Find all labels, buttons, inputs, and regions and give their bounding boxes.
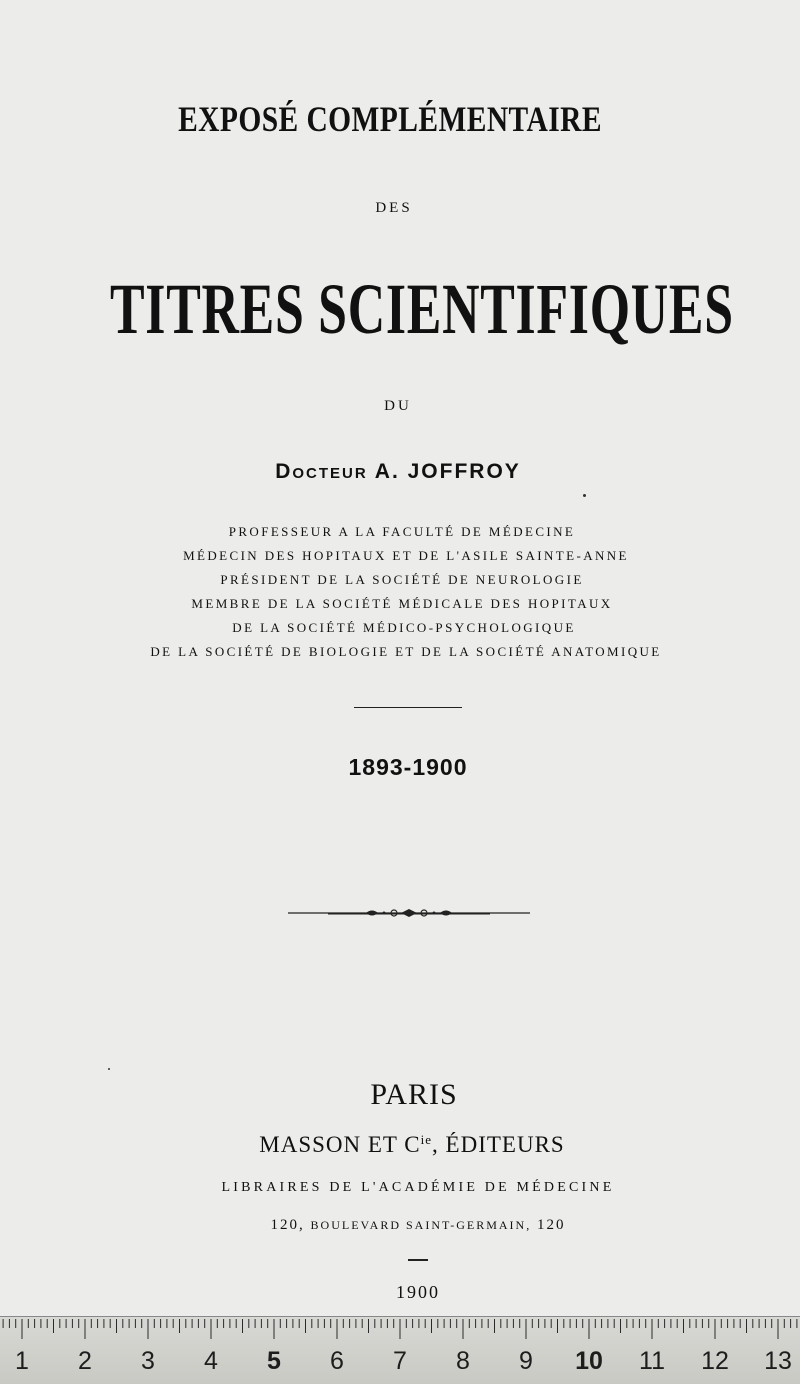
imprint-city: PARIS [370, 1078, 458, 1111]
ruler-number: 3 [141, 1347, 155, 1375]
heading-expose: EXPOSÉ COMPLÉMENTAIRE [178, 99, 602, 139]
ruler-number: 2 [78, 1347, 92, 1375]
ruler-number: 10 [575, 1347, 603, 1375]
ruler-number: 1 [15, 1347, 29, 1375]
main-title: TITRES SCIENTIFIQUES [110, 269, 734, 349]
author-line [0, 460, 798, 484]
ruler-number: 8 [456, 1347, 470, 1375]
ruler-number: 13 [764, 1347, 792, 1375]
author-prefix-initial: D [275, 460, 293, 483]
ruler-number: 7 [393, 1347, 407, 1375]
divider-rule [354, 707, 462, 708]
author-prefix-rest: OCTEUR [292, 465, 368, 482]
publisher-name: MASSON ET C [259, 1132, 421, 1157]
address-street: BOULEVARD SAINT-GERMAIN, [310, 1218, 532, 1232]
ruler-number: 6 [330, 1347, 344, 1375]
credential-line: DE LA SOCIÉTÉ MÉDICO-PSYCHOLOGIQUE [232, 620, 576, 635]
measuring-ruler [0, 1316, 800, 1384]
credential-line: PRÉSIDENT DE LA SOCIÉTÉ DE NEUROLOGIE [220, 572, 584, 587]
imprint-address [18, 1217, 800, 1234]
publisher-role: , ÉDITEURS [432, 1132, 565, 1157]
credential-line: MEMBRE DE LA SOCIÉTÉ MÉDICALE DES HOPITAUX [191, 596, 613, 611]
ruler-number: 9 [519, 1347, 533, 1375]
credential-line: PROFESSEUR A LA FACULTÉ DE MÉDECINE [228, 524, 576, 539]
word-des: DES [375, 200, 413, 216]
imprint-publisher [12, 1132, 800, 1158]
credential-line: DE LA SOCIÉTÉ DE BIOLOGIE ET DE LA SOCIÉTÉ ANATOMIQUE [150, 644, 662, 659]
ruler-number: 4 [204, 1347, 218, 1375]
imprint-year: 1900 [396, 1282, 440, 1302]
ink-speck [108, 1068, 110, 1070]
word-du: DU [384, 398, 412, 414]
ornament-divider [288, 904, 530, 922]
address-number: 120 [531, 1217, 566, 1233]
ruler-number: 5 [267, 1347, 281, 1375]
ruler-number: 11 [639, 1347, 665, 1375]
address-number: 120, [270, 1217, 311, 1233]
ruler-number: 12 [701, 1347, 729, 1375]
short-dash [408, 1259, 428, 1261]
ink-speck [583, 494, 586, 497]
publisher-superscript: ie [420, 1132, 433, 1147]
years-range: 1893-1900 [348, 754, 468, 780]
imprint-libraires: LIBRAIRES DE L'ACADÉMIE DE MÉDECINE [221, 1180, 615, 1195]
credential-line: MÉDECIN DES HOPITAUX ET DE L'ASILE SAINTE-ANNE [183, 548, 629, 563]
author-name: A. JOFFROY [374, 460, 521, 483]
